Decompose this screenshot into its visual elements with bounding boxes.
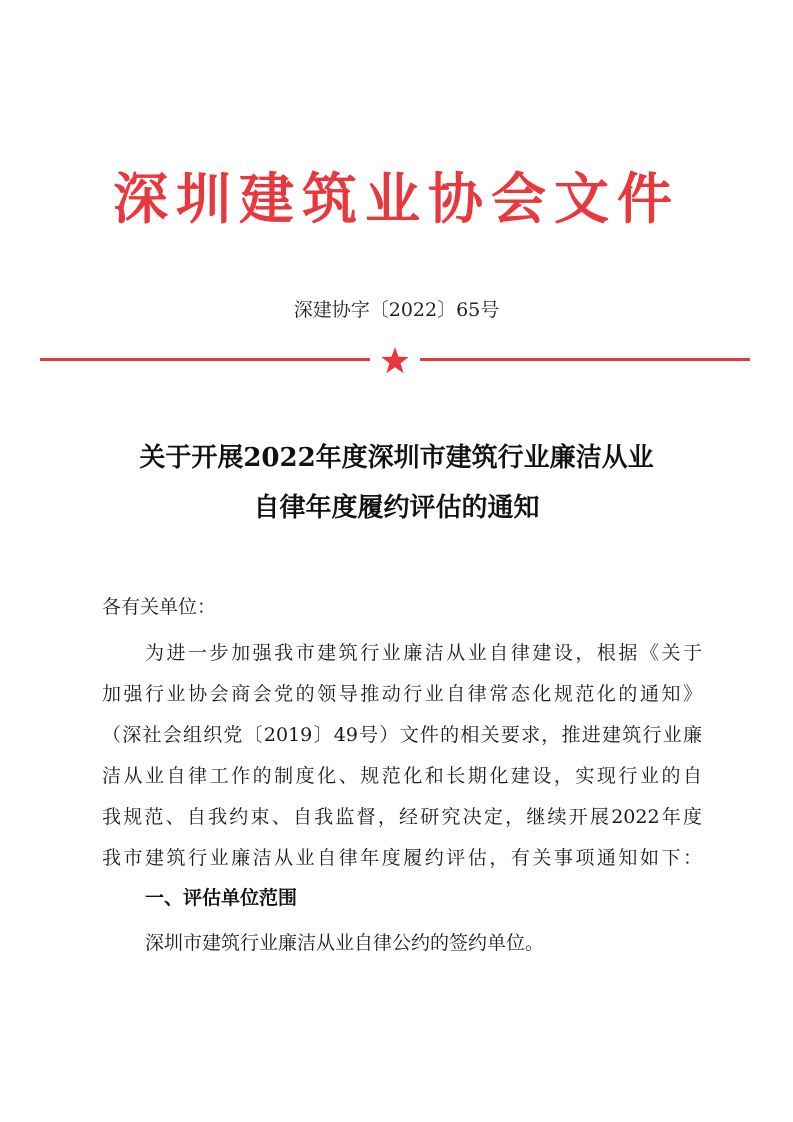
paragraph-line: 我规范、自我约束、自我监督，经研究决定，继续开展2022年度 [102,806,702,828]
notice-title-line-1: 关于开展2022年度深圳市建筑行业廉洁从业 [139,443,654,473]
notice-title-line-2: 自律年度履约评估的通知 [253,493,540,523]
paragraph-line: 加强行业协会商会党的领导推动行业自律常态化规范化的通知》 [102,683,702,705]
salutation: 各有关单位： [102,596,217,618]
red-separator [40,346,750,376]
star-icon [380,346,410,376]
section-text-scope: 深圳市建筑行业廉洁从业自律公约的签约单位。 [145,932,545,954]
paragraph-line: （深社会组织党〔2019〕49号）文件的相关要求，推进建筑行业廉 [102,724,702,746]
separator-line-left [40,358,370,361]
paragraph-line: 为进一步加强我市建筑行业廉洁从业自律建设，根据《关于 [145,642,702,664]
document-number: 深建协字〔2022〕65号 [293,299,500,321]
paragraph-line: 洁从业自律工作的制度化、规范化和长期化建设，实现行业的自 [102,765,702,787]
paragraph-line: 我市建筑行业廉洁从业自律年度履约评估，有关事项通知如下： [102,847,702,869]
separator-line-right [420,358,750,361]
masthead-title: 深圳建筑业协会文件 [112,167,680,231]
section-heading-scope: 一、评估单位范围 [145,887,298,909]
